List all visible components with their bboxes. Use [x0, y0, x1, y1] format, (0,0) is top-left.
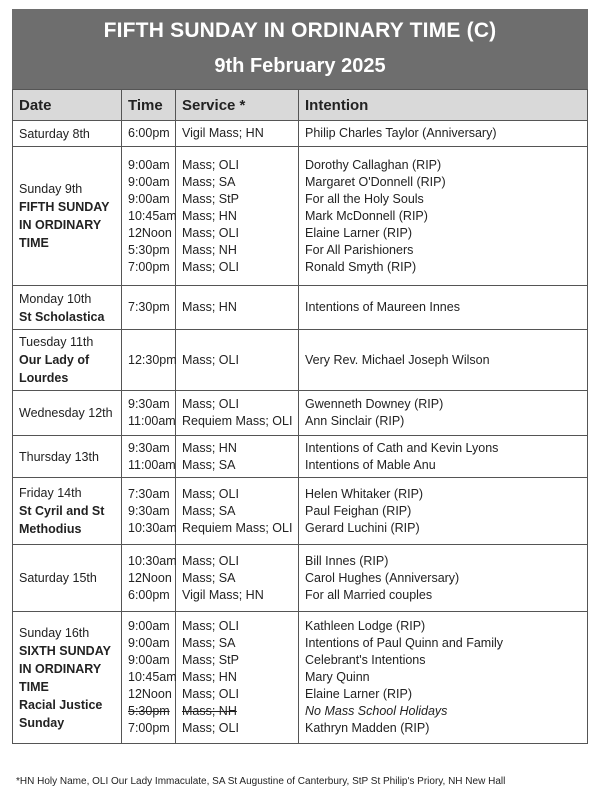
intention-text: Bill Innes (RIP): [305, 553, 389, 568]
service-text: Mass; HN: [182, 670, 237, 684]
time-text: 12:30pm: [128, 352, 177, 367]
time-cell: [122, 286, 176, 330]
date-text: Monday 10th: [19, 291, 92, 306]
service-text: Requiem Mass; OLI: [182, 414, 293, 428]
intention-text: Margaret O'Donnell (RIP): [305, 174, 446, 189]
service-text: Mass; OLI: [182, 352, 239, 367]
service-text: Mass; NH: [182, 704, 237, 718]
feast-text: St Scholastica: [19, 309, 105, 324]
feast-text: St Cyril and St: [19, 504, 105, 518]
intention-cell: [299, 121, 588, 147]
date-cell: [13, 545, 122, 612]
time-text: 7:30pm: [128, 300, 170, 314]
time-text: 6:00pm: [128, 126, 170, 140]
page-title: FIFTH SUNDAY IN ORDINARY TIME (C): [103, 19, 497, 42]
service-text: Requiem Mass; OLI: [182, 520, 293, 535]
date-text: Wednesday 12th: [19, 406, 113, 420]
feast-text: TIME: [19, 679, 49, 694]
mass-schedule-table: [12, 89, 588, 744]
intention-text: Elaine Larner (RIP): [305, 687, 412, 701]
feast-text: Our Lady of: [19, 353, 90, 367]
time-text: 9:30am: [128, 440, 170, 455]
intention-text: For all Married couples: [305, 587, 433, 602]
date-text: Sunday 9th: [19, 182, 83, 196]
service-text: Mass; SA: [182, 503, 236, 518]
intention-text: For all the Holy Souls: [305, 191, 424, 206]
time-cell: [122, 121, 176, 147]
service-text: Mass; SA: [182, 457, 236, 472]
time-text: 9:00am: [128, 636, 170, 650]
time-text: 11:00am: [128, 414, 176, 428]
table-header-row: [13, 90, 588, 121]
service-cell: [176, 147, 299, 286]
time-text: 6:00pm: [128, 587, 170, 602]
date-cell: [13, 121, 122, 147]
date-cell: [13, 478, 122, 545]
table-row: [13, 545, 588, 612]
service-text: Mass; HN: [182, 208, 237, 223]
date-cell: [13, 147, 122, 286]
time-cell: [122, 330, 176, 391]
header-date: Date: [13, 90, 122, 121]
service-text: Mass; SA: [182, 174, 236, 189]
service-cell: [176, 286, 299, 330]
service-text: Mass; HN: [182, 300, 237, 314]
feast-text: FIFTH SUNDAY: [19, 200, 110, 214]
intention-text: Philip Charles Taylor (Anniversary): [305, 126, 497, 140]
service-text: Mass; OLI: [182, 721, 239, 735]
footnote: *HN Holy Name, OLI Our Lady Immaculate, SA St Augustine of Canterbury, StP St Philip's Priory, NH New Hall: [16, 776, 506, 787]
feast-text: Lourdes: [19, 371, 69, 385]
intention-cell: [299, 391, 588, 436]
service-cell: [176, 121, 299, 147]
time-text: 5:30pm: [128, 704, 170, 718]
service-text: Mass; OLI: [182, 486, 239, 501]
date-text: Sunday 16th: [19, 625, 90, 640]
service-text: Mass; OLI: [182, 397, 239, 411]
intention-cell: [299, 436, 588, 478]
date-cell: [13, 330, 122, 391]
table-row: [13, 391, 588, 436]
service-cell: [176, 612, 299, 744]
intention-text: Paul Feighan (RIP): [305, 503, 412, 518]
intention-text: For All Parishioners: [305, 242, 414, 257]
intention-text: Ann Sinclair (RIP): [305, 414, 405, 428]
time-text: 10:30am: [128, 520, 177, 535]
service-text: Mass; SA: [182, 636, 236, 650]
service-text: Mass; OLI: [182, 157, 239, 172]
page-date: 9th February 2025: [214, 55, 386, 77]
service-text: Vigil Mass; HN: [182, 126, 264, 140]
service-text: Mass; OLI: [182, 553, 239, 568]
service-text: Mass; OLI: [182, 259, 239, 274]
time-cell: [122, 147, 176, 286]
time-cell: [122, 478, 176, 545]
intention-cell: [299, 286, 588, 330]
service-text: Mass; OLI: [182, 225, 239, 240]
time-cell: [122, 436, 176, 478]
date-cell: [13, 436, 122, 478]
intention-cell: [299, 612, 588, 744]
service-text: Mass; SA: [182, 570, 236, 585]
time-text: 9:00am: [128, 191, 170, 206]
intention-text: Gerard Luchini (RIP): [305, 520, 420, 535]
date-text: Friday 14th: [19, 486, 82, 500]
service-cell: [176, 478, 299, 545]
intention-text: Elaine Larner (RIP): [305, 225, 412, 240]
time-text: 7:30am: [128, 486, 170, 501]
time-text: 10:30am: [128, 553, 177, 568]
service-cell: [176, 545, 299, 612]
time-cell: [122, 545, 176, 612]
date-cell: [13, 391, 122, 436]
header-service: Service *: [176, 90, 299, 121]
feast-text: SIXTH SUNDAY: [19, 643, 111, 658]
time-text: 10:45am: [128, 208, 177, 223]
service-cell: [176, 391, 299, 436]
date-cell: [13, 286, 122, 330]
intention-cell: [299, 330, 588, 391]
intention-text: Kathryn Madden (RIP): [305, 721, 430, 735]
date-text: Tuesday 11th: [19, 335, 94, 349]
intention-text: Mark McDonnell (RIP): [305, 208, 428, 223]
service-text: Mass; OLI: [182, 687, 239, 701]
intention-text: Kathleen Lodge (RIP): [305, 619, 426, 633]
feast-text: Methodius: [19, 522, 82, 536]
intention-text: Intentions of Cath and Kevin Lyons: [305, 440, 499, 455]
table-row: [13, 121, 588, 147]
feast-text: Racial Justice: [19, 697, 103, 712]
time-text: 9:00am: [128, 619, 170, 633]
table-row: [13, 612, 588, 744]
intention-text: Helen Whitaker (RIP): [305, 486, 424, 501]
date-text: Thursday 13th: [19, 449, 99, 464]
time-text: 9:30am: [128, 503, 170, 518]
intention-text: Intentions of Maureen Innes: [305, 300, 460, 314]
date-text: Saturday 8th: [19, 126, 90, 141]
intention-cell: [299, 478, 588, 545]
service-text: Mass; StP: [182, 191, 239, 206]
table-row: [13, 436, 588, 478]
intention-text: Very Rev. Michael Joseph Wilson: [305, 352, 490, 367]
intention-text: Gwenneth Downey (RIP): [305, 397, 444, 411]
intention-text: No Mass School Holidays: [305, 704, 448, 718]
time-text: 5:30pm: [128, 242, 170, 257]
service-text: Mass; NH: [182, 242, 237, 257]
service-text: Vigil Mass; HN: [182, 587, 264, 602]
service-cell: [176, 330, 299, 391]
time-text: 10:45am: [128, 670, 177, 684]
feast-text: IN ORDINARY: [19, 661, 102, 676]
date-cell: [13, 612, 122, 744]
table-row: [13, 478, 588, 545]
table-row: [13, 286, 588, 330]
feast-text: IN ORDINARY: [19, 218, 102, 232]
time-text: 7:00pm: [128, 721, 170, 735]
intention-cell: [299, 147, 588, 286]
title-banner: [12, 9, 588, 89]
service-text: Mass; HN: [182, 440, 237, 455]
intention-text: Ronald Smyth (RIP): [305, 259, 417, 274]
time-text: 9:00am: [128, 157, 170, 172]
time-text: 7:00pm: [128, 259, 170, 274]
intention-text: Celebrant's Intentions: [305, 653, 426, 667]
time-text: 11:00am: [128, 457, 176, 472]
time-text: 12Noon: [128, 225, 172, 240]
intention-text: Dorothy Callaghan (RIP): [305, 157, 442, 172]
service-text: Mass; OLI: [182, 619, 239, 633]
service-cell: [176, 436, 299, 478]
feast-text: TIME: [19, 236, 49, 250]
date-text: Saturday 15th: [19, 571, 97, 585]
time-cell: [122, 391, 176, 436]
time-text: 9:00am: [128, 174, 170, 189]
time-text: 9:00am: [128, 653, 170, 667]
feast-text: Sunday: [19, 715, 65, 730]
table-row: [13, 147, 588, 286]
intention-cell: [299, 545, 588, 612]
time-cell: [122, 612, 176, 744]
time-text: 12Noon: [128, 687, 172, 701]
table-row: [13, 330, 588, 391]
time-text: 9:30am: [128, 397, 170, 411]
service-text: Mass; StP: [182, 653, 239, 667]
intention-text: Intentions of Paul Quinn and Family: [305, 636, 504, 650]
time-text: 12Noon: [128, 570, 172, 585]
header-time: Time: [122, 90, 176, 121]
header-intention: Intention: [299, 90, 588, 121]
intention-text: Intentions of Mable Anu: [305, 457, 436, 472]
intention-text: Mary Quinn: [305, 670, 370, 684]
intention-text: Carol Hughes (Anniversary): [305, 570, 460, 585]
